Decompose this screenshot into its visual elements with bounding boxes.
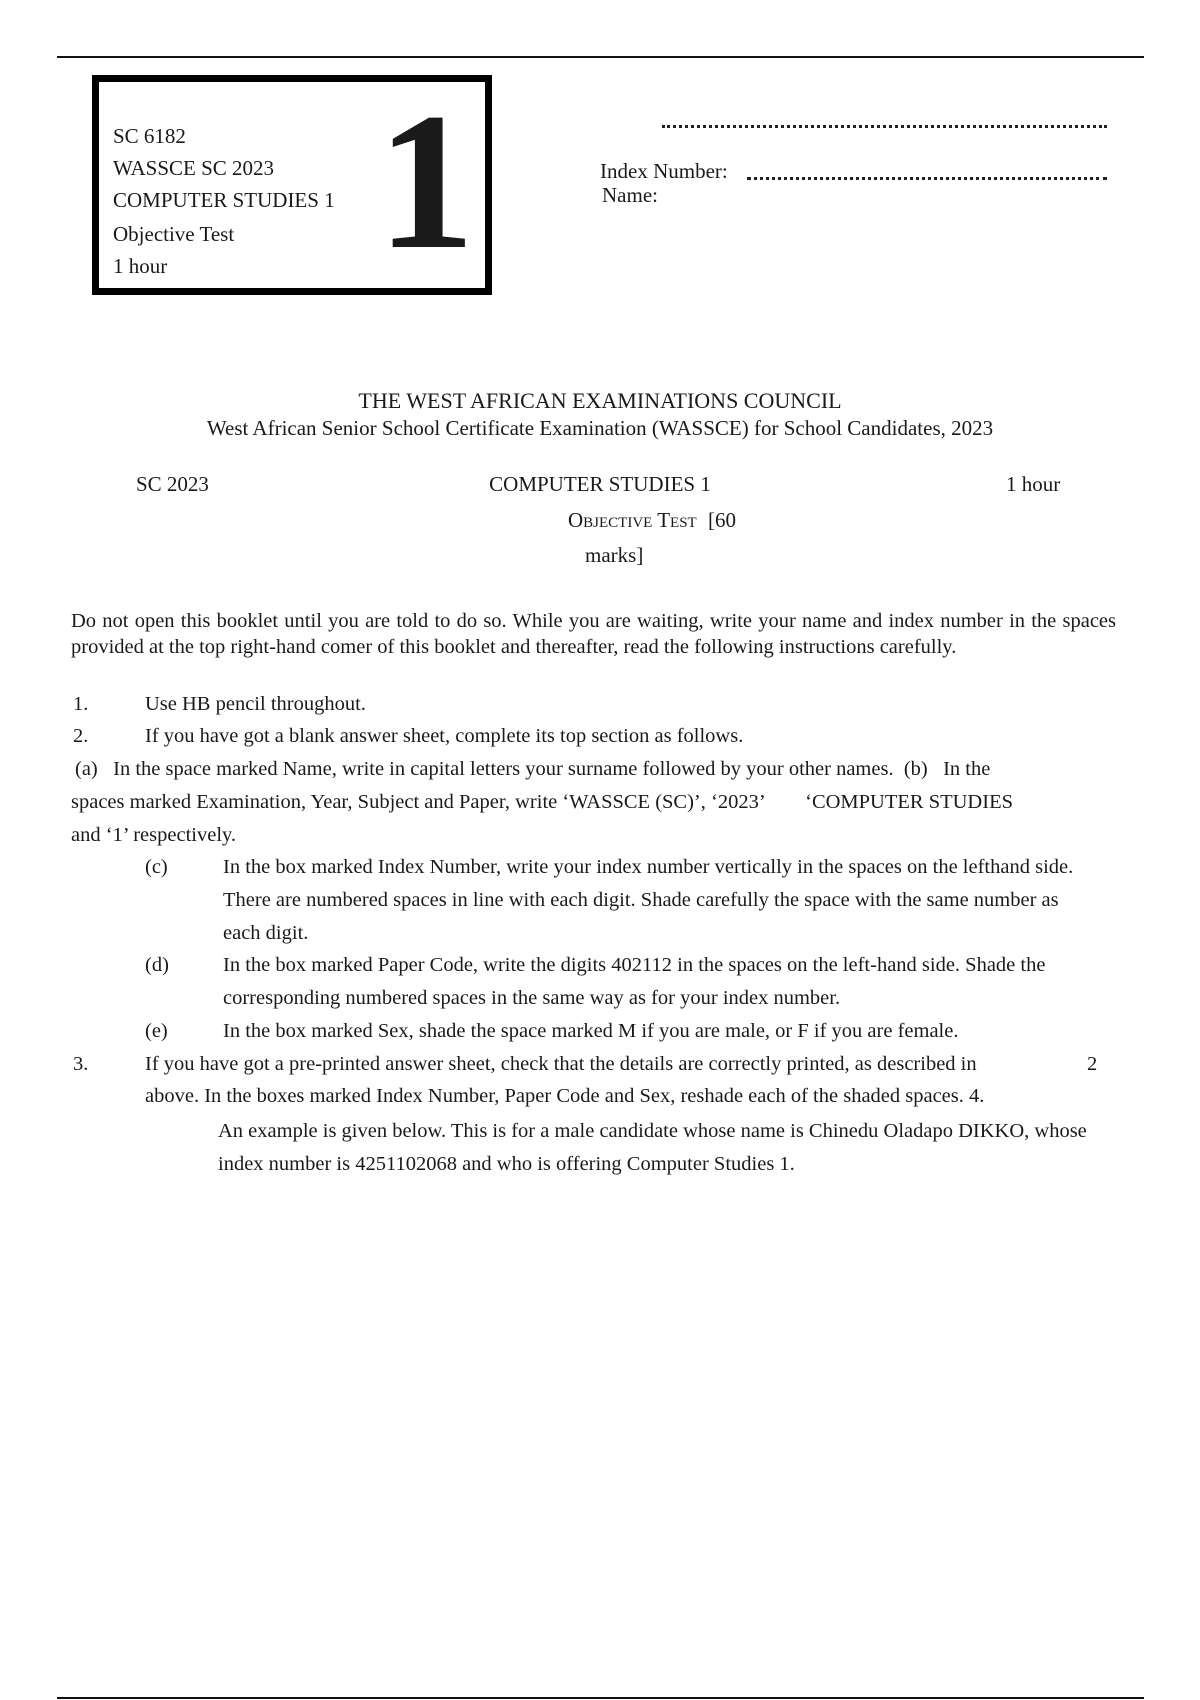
- item-2d-label: (d): [145, 954, 169, 976]
- intro-paragraph: Do not open this booklet until you are told to do so. While you are waiting, write your name and index number in the spaces provided at the top right-hand comer of this booklet and thereafter, read the following instructions carefully.: [71, 610, 1116, 658]
- item-3-number: 3.: [73, 1053, 89, 1075]
- paper-header-box: [92, 75, 492, 295]
- item-2-text: If you have got a blank answer sheet, complete its top section as follows.: [145, 725, 744, 747]
- item-2e-label: (e): [145, 1020, 168, 1042]
- item-2-number: 2.: [73, 725, 89, 747]
- item-2c-label: (c): [145, 856, 168, 878]
- exam-name: WASSCE SC 2023: [113, 156, 275, 180]
- bottom-rule: [57, 1697, 1144, 1699]
- item-2a-line-1: (a) In the space marked Name, write in capital letters your surname followed by your other names. (b) In the: [75, 758, 991, 780]
- sc-year: SC 2023: [136, 472, 209, 496]
- item-2a-line-3: and ‘1’ respectively.: [71, 824, 237, 846]
- item-3-line-2: above. In the boxes marked Index Number, Paper Code and Sex, reshade each of the shaded spaces. 4.: [145, 1085, 985, 1107]
- test-type: Objective Test: [113, 222, 235, 246]
- item-3-line-1: If you have got a pre-printed answer sheet, check that the details are correctly printed, as described in: [145, 1053, 977, 1075]
- objective-test-label: Objective Test: [568, 508, 697, 532]
- subject-title: COMPUTER STUDIES 1: [489, 472, 711, 496]
- item-4-text: An example is given below. This is for a male candidate whose name is Chinedu Oladapo DIKKO, whose index number is 4251102068 and who is offering Computer Studies 1.: [218, 1120, 1087, 1175]
- item-2d-text: In the box marked Paper Code, write the digits 402112 in the spaces on the left-hand side. Shade the corresponding numbered spaces in the same way as for your index number.: [223, 954, 1046, 1009]
- paper-code: SC 6182: [113, 124, 186, 148]
- index-number-field[interactable]: [747, 161, 1107, 180]
- subject-name: COMPUTER STUDIES 1: [113, 188, 335, 212]
- item-2c-text: In the box marked Index Number, write your index number vertically in the spaces on the lefthand side. There are numbered spaces in line with each digit. Shade carefully the space with the same number as each digit.: [223, 856, 1074, 944]
- item-1-text: Use HB pencil throughout.: [145, 693, 366, 715]
- top-rule: [57, 56, 1144, 58]
- item-2a-line-2: spaces marked Examination, Year, Subject and Paper, write ‘WASSCE (SC)’, ‘2023’ ‘COMPUTER STUDIES: [71, 791, 1013, 813]
- objective-test-line: [568, 508, 736, 533]
- signature-dotted-line[interactable]: [662, 113, 1107, 128]
- test-duration: 1 hour: [113, 254, 168, 278]
- marks-open: [60: [707, 508, 736, 532]
- marks-close: marks]: [585, 543, 644, 567]
- council-title: THE WEST AFRICAN EXAMINATIONS COUNCIL: [358, 388, 842, 413]
- paper-number: 1: [377, 73, 475, 290]
- item-3-ref: 2: [1087, 1053, 1098, 1075]
- index-number-label: Index Number:: [600, 159, 728, 183]
- name-label: Name:: [602, 183, 658, 207]
- item-2e-text: In the box marked Sex, shade the space marked M if you are male, or F if you are female.: [223, 1020, 959, 1042]
- item-1-number: 1.: [73, 693, 89, 715]
- exam-full-title: West African Senior School Certificate Examination (WASSCE) for School Candidates, 2023: [206, 416, 994, 440]
- duration: 1 hour: [1006, 472, 1061, 496]
